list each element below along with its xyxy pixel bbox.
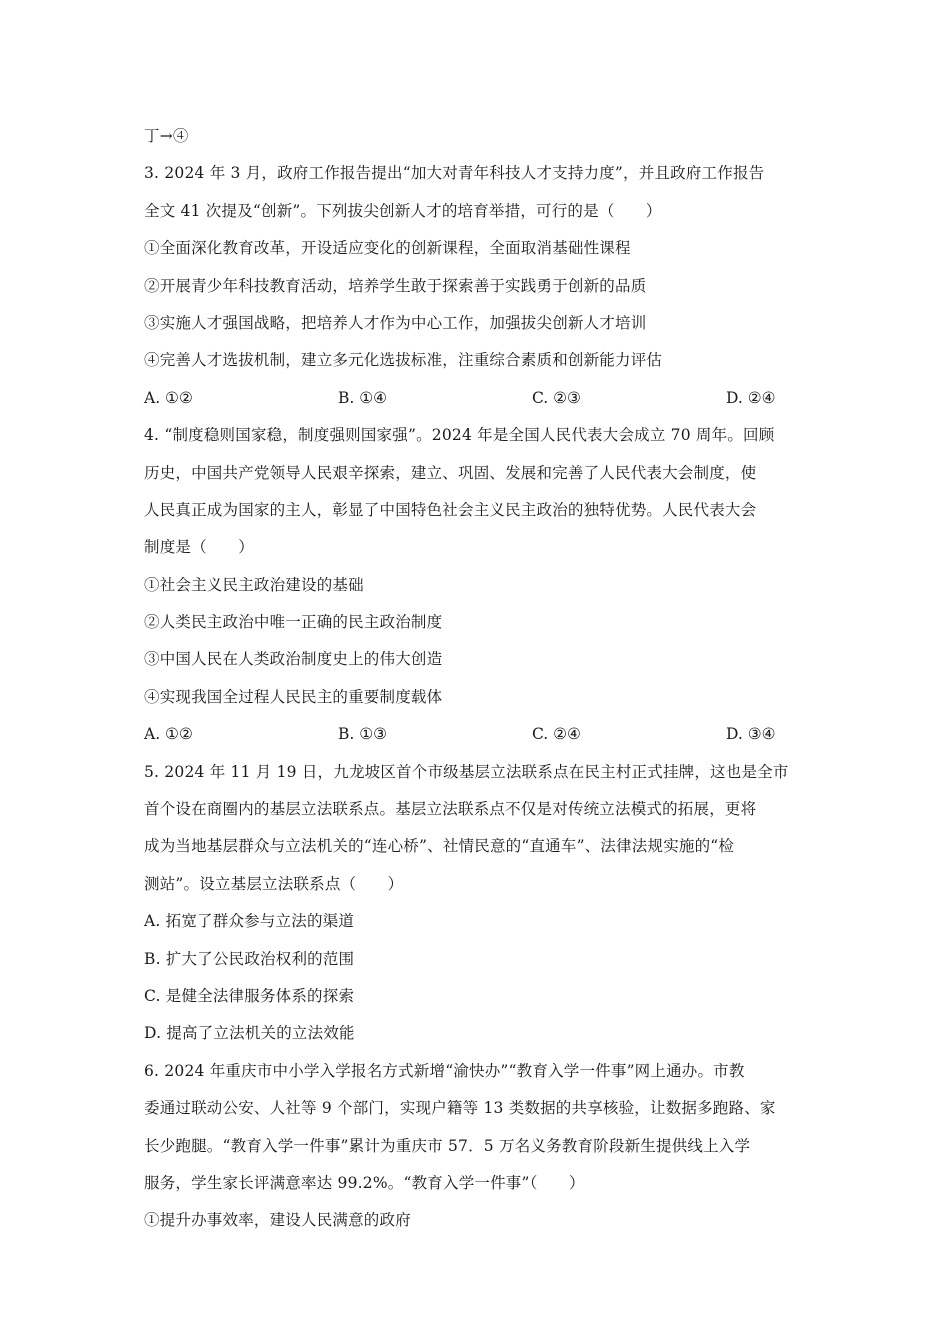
question-5-choice-b: B. 扩大了公民政治权利的范围 [144,949,355,968]
question-4-option-a: A. ①② [144,725,193,744]
question-3-option-a: A. ①② [144,388,193,407]
exam-page [144,118,806,1240]
question-6-item-1: ①提升办事效率，建设人民满意的政府 [144,1211,411,1230]
question-4-option-b: B. ①③ [338,725,388,744]
question-4-item-4: ④实现我国全过程人民民主的重要制度载体 [144,687,443,706]
question-6-stem-line: 服务，学生家长评满意率达 99.2%。“教育入学一件事”（ ） [144,1173,585,1192]
question-5-stem-line: 成为当地基层群众与立法机关的“连心桥”、社情民意的“直通车”、法律法规实施的“检 [144,837,735,856]
question-3 [144,155,806,417]
question-3-option-c: C. ②③ [532,388,581,407]
question-4-stem-line: 历史，中国共产党领导人民艰辛探索，建立、巩固、发展和完善了人民代表大会制度，使 [144,463,757,482]
question-6-stem-line: 6. 2024 年重庆市中小学入学报名方式新增“渝快办”“教育入学一件事”网上通办。市教 [144,1061,745,1080]
question-4 [144,417,806,754]
question-5-stem-line: 测站”。设立基层立法联系点（ ） [144,874,404,893]
question-4-item-2: ②人类民主政治中唯一正确的民主政治制度 [144,613,443,632]
question-5-stem-line: 首个设在商圈内的基层立法联系点。基层立法联系点不仅是对传统立法模式的拓展，更将 [144,800,757,819]
question-4-stem-line: 人民真正成为国家的主人，彰显了中国特色社会主义民主政治的独特优势。人民代表大会 [144,500,757,519]
question-3-option-d: D. ②④ [726,388,776,407]
question-5-choice-a: A. 拓宽了群众参与立法的渠道 [144,912,355,931]
question-5-stem-line: 5. 2024 年 11 月 19 日，九龙坡区首个市级基层立法联系点在民主村正式挂牌，这也是全市 [144,762,789,781]
question-6 [144,1053,806,1240]
question-3-item-2: ②开展青少年科技教育活动，培养学生敢于探索善于实践勇于创新的品质 [144,276,647,295]
question-3-item-3: ③实施人才强国战略，把培养人才作为中心工作，加强拔尖创新人才培训 [144,313,647,332]
question-3-item-4: ④完善人才选拔机制，建立多元化选拔标准，注重综合素质和创新能力评估 [144,351,663,370]
question-4-item-3: ③中国人民在人类政治制度史上的伟大创造 [144,650,443,669]
question-6-stem-line: 长少跑腿。“教育入学一件事”累计为重庆市 57．5 万名义务教育阶段新生提供线上入学 [144,1136,751,1155]
question-6-stem-line: 委通过联动公安、人社等 9 个部门，实现户籍等 13 类数据的共享核验，让数据多跑路、家 [144,1099,776,1118]
leading-answer-line: 丁→④ [144,127,189,145]
question-3-stem-line: 全文 41 次提及“创新”。下列拔尖创新人才的培育举措，可行的是（ ） [144,201,662,220]
question-4-item-1: ①社会主义民主政治建设的基础 [144,575,364,594]
question-5-choice-c: C. 是健全法律服务体系的探索 [144,986,355,1005]
question-3-option-b: B. ①④ [338,388,388,407]
question-4-options [144,716,806,753]
question-4-stem-line: 4. “制度稳则国家稳，制度强则国家强”。2024 年是全国人民代表大会成立 70 周年。回顾 [144,426,775,445]
question-3-item-1: ①全面深化教育改革，开设适应变化的创新课程，全面取消基础性课程 [144,239,631,258]
question-4-option-d: D. ③④ [726,725,776,744]
question-3-stem-line: 3. 2024 年 3 月，政府工作报告提出“加大对青年科技人才支持力度”，并且政府工作报告 [144,164,765,183]
question-5-choice-d: D. 提高了立法机关的立法效能 [144,1024,355,1043]
question-5 [144,754,806,1053]
question-4-stem-line: 制度是（ ） [144,538,254,557]
question-4-option-c: C. ②④ [532,725,581,744]
question-3-options [144,380,806,417]
